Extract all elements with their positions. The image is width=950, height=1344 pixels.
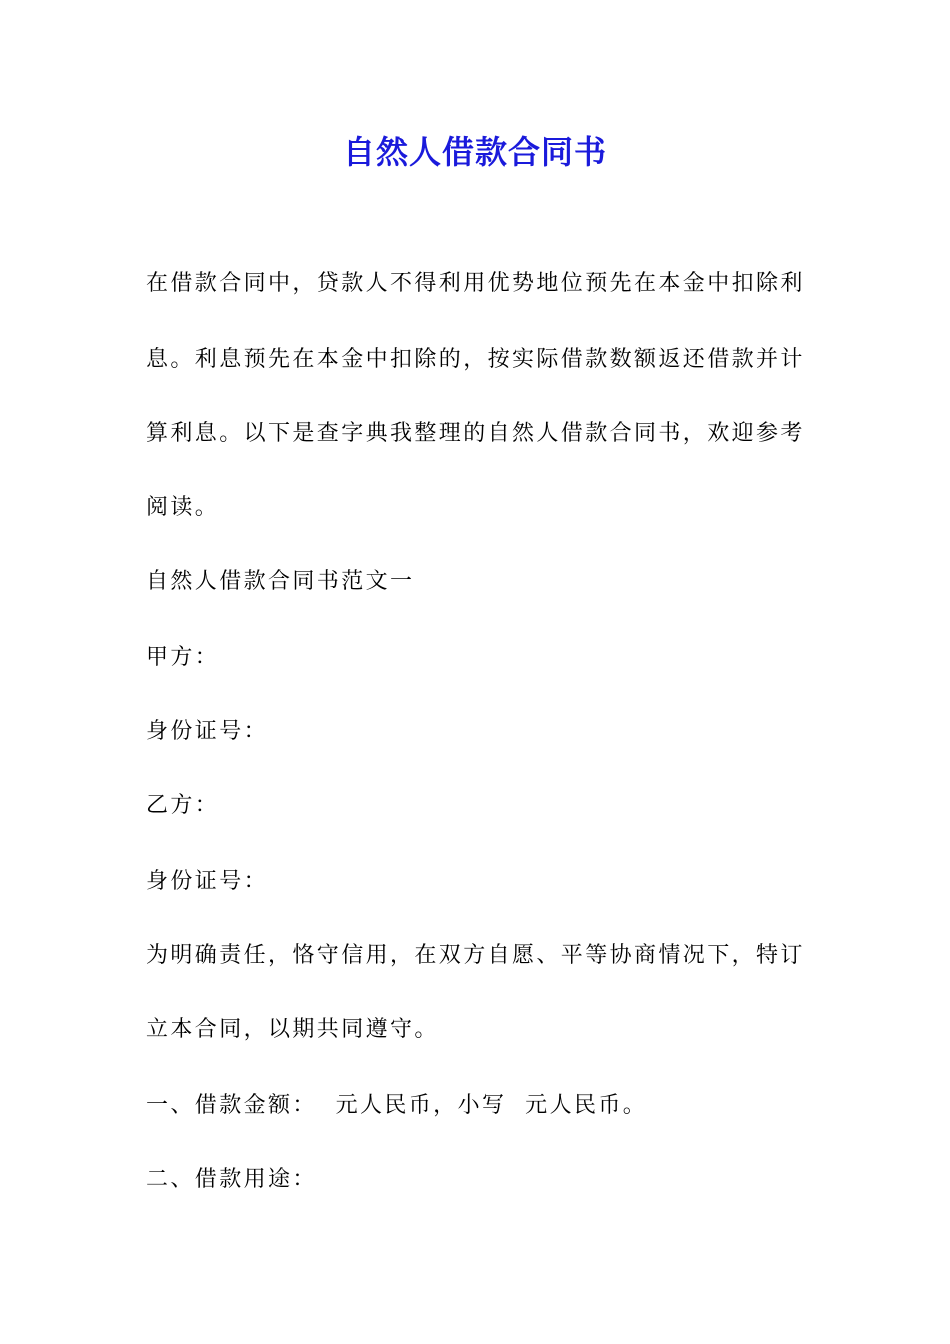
party-a-label: 甲方： xyxy=(146,645,220,670)
party-a-id-label: 身份证号： xyxy=(146,719,269,744)
sample-heading: 自然人借款合同书范文一 xyxy=(146,569,415,594)
party-b-id-label: 身份证号： xyxy=(146,869,269,894)
clause-loan-purpose: 二、借款用途： xyxy=(146,1167,317,1192)
intro-line-2: 息。利息预先在本金中扣除的，按实际借款数额返还借款并计 xyxy=(146,347,805,372)
intro-line-1: 在借款合同中，贷款人不得利用优势地位预先在本金中扣除利 xyxy=(146,271,805,296)
purpose-line-2: 立本合同，以期共同遵守。 xyxy=(146,1017,439,1042)
clause-loan-amount: 一、借款金额： 元人民币，小写 元人民币。 xyxy=(146,1093,648,1118)
intro-line-4: 阅读。 xyxy=(146,495,220,520)
party-b-label: 乙方： xyxy=(146,793,220,818)
purpose-line-1: 为明确责任，恪守信用，在双方自愿、平等协商情况下，特订 xyxy=(146,943,805,968)
document-title: 自然人借款合同书 xyxy=(342,133,607,171)
intro-line-3: 算利息。以下是查字典我整理的自然人借款合同书，欢迎参考 xyxy=(146,421,805,446)
